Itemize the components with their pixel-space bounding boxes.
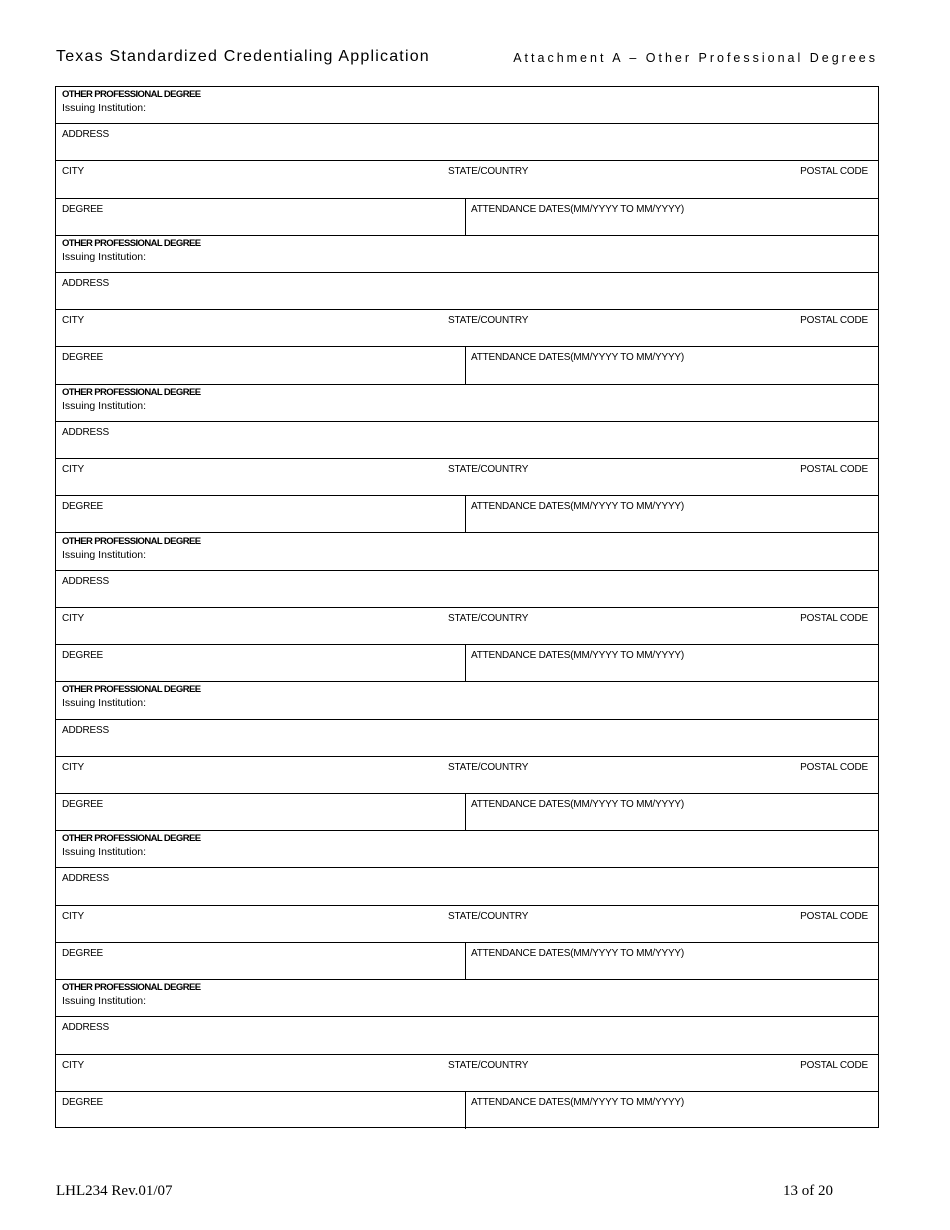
attendance-dates-label: ATTENDANCE DATES(MM/YYYY TO MM/YYYY) xyxy=(471,501,685,513)
form-revision: LHL234 Rev.01/07 xyxy=(56,1183,173,1199)
institution-label: Issuing Institution: xyxy=(62,846,147,859)
attendance-dates-label: ATTENDANCE DATES(MM/YYYY TO MM/YYYY) xyxy=(471,1096,685,1108)
attachment-title: Attachment A – Other Professional Degrees xyxy=(513,51,878,65)
city-state-postal-row[interactable] xyxy=(56,459,878,496)
address-field[interactable] xyxy=(56,124,878,161)
city-label: CITY xyxy=(62,910,84,922)
institution-row[interactable] xyxy=(56,831,878,868)
state-country-label: STATE/COUNTRY xyxy=(448,315,529,327)
postal-code-label: POSTAL CODE xyxy=(800,761,868,773)
address-label: ADDRESS xyxy=(62,278,109,290)
degree-section xyxy=(56,385,878,534)
city-label: CITY xyxy=(62,315,84,327)
address-label: ADDRESS xyxy=(62,575,109,587)
address-field[interactable] xyxy=(56,273,878,310)
institution-row[interactable] xyxy=(56,980,878,1017)
section-title: OTHER PROFESSIONAL DEGREE xyxy=(62,982,201,994)
institution-row[interactable] xyxy=(56,534,878,571)
degree-label: DEGREE xyxy=(62,1096,104,1108)
degree-section xyxy=(56,831,878,980)
institution-label: Issuing Institution: xyxy=(62,995,147,1008)
degree-attendance-row[interactable] xyxy=(56,347,878,384)
address-label: ADDRESS xyxy=(62,129,109,141)
address-field[interactable] xyxy=(56,422,878,459)
state-country-label: STATE/COUNTRY xyxy=(448,166,529,178)
column-divider xyxy=(465,943,466,979)
document-title: Texas Standardized Credentialing Application xyxy=(56,48,430,65)
attendance-dates-label: ATTENDANCE DATES(MM/YYYY TO MM/YYYY) xyxy=(471,947,685,959)
column-divider xyxy=(465,1092,466,1129)
degree-attendance-row[interactable] xyxy=(56,645,878,682)
column-divider xyxy=(465,645,466,681)
section-title: OTHER PROFESSIONAL DEGREE xyxy=(62,386,201,398)
section-title: OTHER PROFESSIONAL DEGREE xyxy=(62,237,201,249)
address-field[interactable] xyxy=(56,868,878,905)
city-label: CITY xyxy=(62,166,84,178)
state-country-label: STATE/COUNTRY xyxy=(448,761,529,773)
institution-label: Issuing Institution: xyxy=(62,548,147,561)
address-field[interactable] xyxy=(56,720,878,757)
attendance-dates-label: ATTENDANCE DATES(MM/YYYY TO MM/YYYY) xyxy=(471,799,685,810)
section-title: OTHER PROFESSIONAL DEGREE xyxy=(62,833,201,845)
postal-code-label: POSTAL CODE xyxy=(800,612,868,624)
address-field[interactable] xyxy=(56,571,878,608)
postal-code-label: POSTAL CODE xyxy=(800,464,868,476)
address-label: ADDRESS xyxy=(62,724,109,736)
institution-label: Issuing Institution: xyxy=(62,250,147,263)
postal-code-label: POSTAL CODE xyxy=(800,166,868,178)
degree-label: DEGREE xyxy=(62,203,104,215)
degree-section xyxy=(56,980,878,1129)
degree-label: DEGREE xyxy=(62,650,104,662)
degree-attendance-row[interactable] xyxy=(56,943,878,980)
address-label: ADDRESS xyxy=(62,873,109,885)
section-title: OTHER PROFESSIONAL DEGREE xyxy=(62,535,201,547)
degree-section xyxy=(56,682,878,831)
degree-attendance-row[interactable] xyxy=(56,199,878,236)
state-country-label: STATE/COUNTRY xyxy=(448,464,529,476)
city-label: CITY xyxy=(62,464,84,476)
degree-label: DEGREE xyxy=(62,947,104,959)
column-divider xyxy=(465,347,466,383)
city-label: CITY xyxy=(62,761,84,773)
degree-attendance-row[interactable] xyxy=(56,496,878,533)
column-divider xyxy=(465,794,466,830)
column-divider xyxy=(465,199,466,235)
institution-label: Issuing Institution: xyxy=(62,399,147,412)
state-country-label: STATE/COUNTRY xyxy=(448,612,529,624)
degree-section xyxy=(56,236,878,385)
degree-label: DEGREE xyxy=(62,352,104,364)
city-label: CITY xyxy=(62,612,84,624)
degree-section xyxy=(56,534,878,683)
city-state-postal-row[interactable] xyxy=(56,757,878,794)
degree-attendance-row[interactable] xyxy=(56,794,878,831)
state-country-label: STATE/COUNTRY xyxy=(448,1059,529,1071)
address-field[interactable] xyxy=(56,1017,878,1054)
degree-section xyxy=(56,87,878,236)
institution-row[interactable] xyxy=(56,87,878,124)
institution-label: Issuing Institution: xyxy=(62,102,147,114)
city-state-postal-row[interactable] xyxy=(56,906,878,943)
address-label: ADDRESS xyxy=(62,1022,109,1034)
attendance-dates-label: ATTENDANCE DATES(MM/YYYY TO MM/YYYY) xyxy=(471,203,685,215)
city-state-postal-row[interactable] xyxy=(56,310,878,347)
postal-code-label: POSTAL CODE xyxy=(800,315,868,327)
degree-label: DEGREE xyxy=(62,799,104,810)
degree-form xyxy=(55,86,879,1128)
page-number: 13 of 20 xyxy=(783,1183,833,1199)
section-title: OTHER PROFESSIONAL DEGREE xyxy=(62,89,201,100)
institution-label: Issuing Institution: xyxy=(62,697,147,710)
institution-row[interactable] xyxy=(56,236,878,273)
city-state-postal-row[interactable] xyxy=(56,608,878,645)
city-label: CITY xyxy=(62,1059,84,1071)
attendance-dates-label: ATTENDANCE DATES(MM/YYYY TO MM/YYYY) xyxy=(471,352,685,364)
institution-row[interactable] xyxy=(56,385,878,422)
degree-attendance-row[interactable] xyxy=(56,1092,878,1129)
postal-code-label: POSTAL CODE xyxy=(800,910,868,922)
section-title: OTHER PROFESSIONAL DEGREE xyxy=(62,684,201,696)
state-country-label: STATE/COUNTRY xyxy=(448,910,529,922)
address-label: ADDRESS xyxy=(62,426,109,438)
city-state-postal-row[interactable] xyxy=(56,1055,878,1092)
city-state-postal-row[interactable] xyxy=(56,161,878,198)
degree-label: DEGREE xyxy=(62,501,104,513)
attendance-dates-label: ATTENDANCE DATES(MM/YYYY TO MM/YYYY) xyxy=(471,650,685,662)
column-divider xyxy=(465,496,466,532)
institution-row[interactable] xyxy=(56,682,878,719)
postal-code-label: POSTAL CODE xyxy=(800,1059,868,1071)
